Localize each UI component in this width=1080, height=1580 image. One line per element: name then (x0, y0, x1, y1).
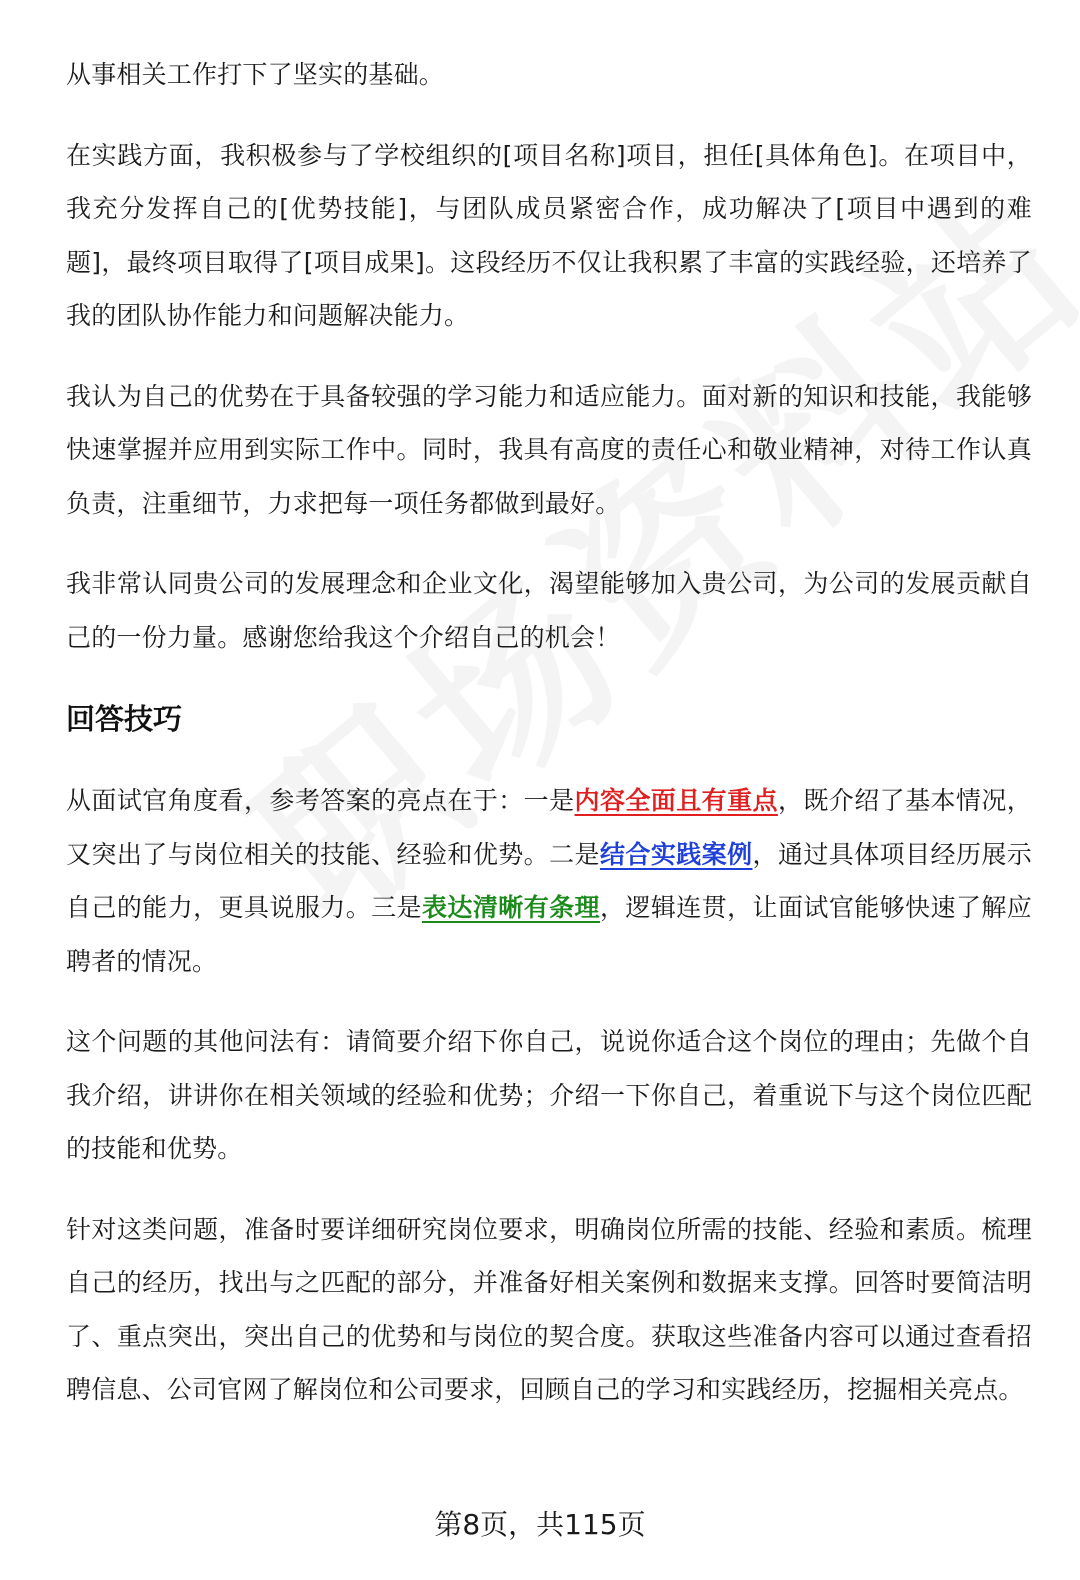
paragraph-interviewer-view (66, 774, 1032, 988)
page-number: 第8页，共115页 (434, 1508, 646, 1541)
paragraph-closing: 我非常认同贵公司的发展理念和企业文化，渴望能够加入贵公司，为公司的发展贡献自己的一份力量。感谢您给我这个介绍自己的机会！ (66, 569, 1032, 652)
tips-text-mid1: ，既介绍了基本情况，又突出了与岗位相关的技能、经验和优势。二是 (66, 786, 1032, 869)
paragraph-foundation: 从事相关工作打下了坚实的基础。 (66, 60, 445, 89)
highlight-clear-expression: 表达清晰有条理 (421, 893, 600, 922)
paragraph-preparation: 针对这类问题，准备时要详细研究岗位要求，明确岗位所需的技能、经验和素质。梳理自己的经历，找出与之匹配的部分，并准备好相关案例和数据来支撑。回答时要简洁明了、重点突出，突出自己的优势和与岗位的契合度。获取这些准备内容可以通过查看招聘信息、公司官网了解岗位和公司要求，回顾自己的学习和实践经历，挖掘相关亮点。 (66, 1214, 1032, 1404)
highlight-comprehensive: 内容全面且有重点 (574, 786, 778, 815)
tips-text-end: ，逻辑连贯，让面试官能够快速了解应聘者的情况。 (66, 893, 1033, 976)
paragraph-practice: 在实践方面，我积极参与了学校组织的[项目名称]项目，担任[具体角色]。在项目中，我充分发挥自己的[优势技能]，与团队成员紧密合作，成功解决了[项目中遇到的难题]，最终项目取得了[项目成果]。这段经历不仅让我积累了丰富的实践经验，还培养了我的团队协作能力和问题解决能力。 (66, 140, 1032, 330)
paragraph-strengths: 我认为自己的优势在于具备较强的学习能力和适应能力。面对新的知识和技能，我能够快速掌握并应用到实际工作中。同时，我具有高度的责任心和敬业精神，对待工作认真负责，注重细节，力求把每一项任务都做到最好。 (66, 381, 1032, 518)
document-body (66, 48, 1032, 1444)
paragraph-alternate-questions: 这个问题的其他问法有：请简要介绍下你自己，说说你适合这个岗位的理由；先做个自我介绍，讲讲你在相关领域的经验和优势；介绍一下你自己，着重说下与这个岗位匹配的技能和优势。 (66, 1027, 1032, 1163)
highlight-practice-cases: 结合实践案例 (599, 839, 753, 869)
tips-text-mid2: ，通过具体项目经历展示自己的能力，更具说服力。三是 (66, 839, 1033, 922)
tips-text-intro: 从面试官角度看，参考答案的亮点在于：一是 (66, 786, 575, 815)
section-title-answer-tips: 回答技巧 (66, 702, 183, 736)
